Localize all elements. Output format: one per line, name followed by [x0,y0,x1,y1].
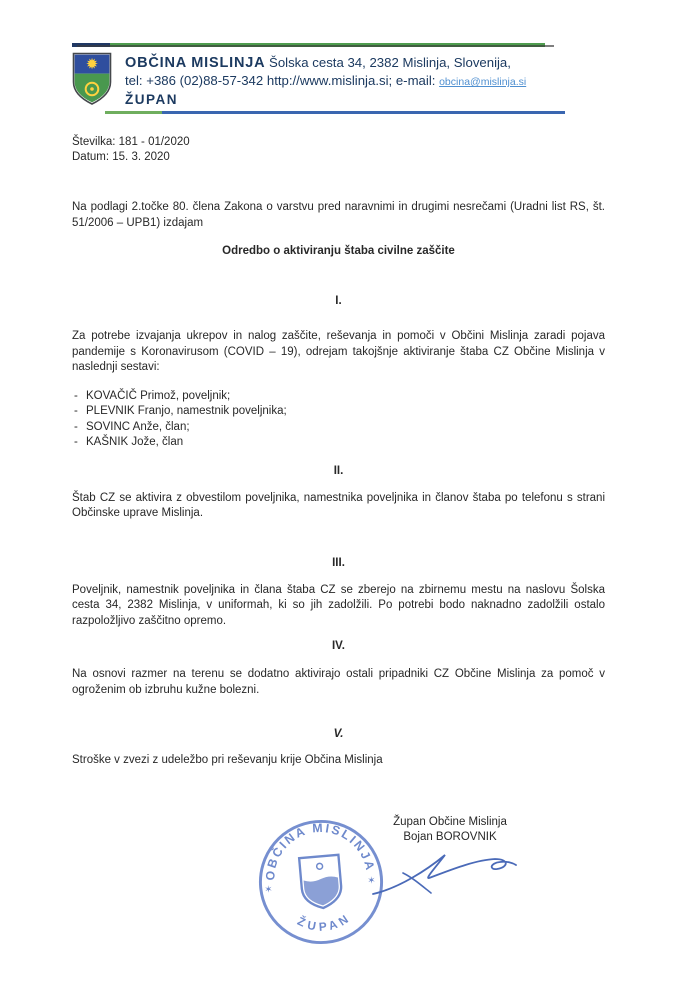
section-numeral-iv: IV. [331,640,345,652]
document-date: Datum: 15. 3. 2020 [72,151,170,163]
svg-text:ŽUPAN [294,909,355,936]
letterhead-text [125,52,526,108]
document-meta [72,135,605,165]
letterhead-line-1 [125,54,526,72]
signatory-role: Župan Občine Mislinja [393,815,507,828]
stamp-right-star-icon: ✶ [366,874,377,887]
section-numeral-iii: III. [332,556,345,569]
section-i-paragraph: Za potrebe izvajanja ukrepov in nalog zaščite, reševanja in pomoči v Občini Mislinja zaradi pojava pandemije s Koronavirusom (COVID – 19), odrejam takojšnje aktiviranje štaba CZ Občine Mislinja v naslednji sestavi: [72,330,605,373]
office-title: ŽUPAN [125,92,178,107]
legal-basis-paragraph: Na podlagi 2.točke 80. člena Zakona o varstvu pred naravnimi in drugimi nesrečami (Uradni list RS, št. 51/2006 – UPB1) izdajam [72,201,605,229]
contact-line: tel: +386 (02)88-57-342 http://www.mislinja.si; e-mail: [125,73,436,88]
document-number: Številka: 181 - 01/2020 [72,136,190,148]
stamp-left-star-icon: ✶ [263,883,274,896]
section-iv-paragraph: Na osnovi razmer na terenu se dodatno aktivirajo ostali pripadniki CZ Občine Mislinja za pomoč v ogroženim ob izbruhu kužne bolezni. [72,668,605,696]
document-title: Odredbo o aktiviranju štaba civilne zaščite [222,245,455,257]
handwritten-signature [366,846,519,901]
document-body [72,200,605,769]
signatory-block [360,815,540,906]
rule-green-segment-2 [105,111,162,114]
section-iii-paragraph: Poveljnik, namestnik poveljnika in člana štaba CZ se zberejo na zbirnemu mestu na naslovu Šolska cesta 34, 2382 Mislinja, v uniformah, ki so jih zadolžili. Po potrebi bodo naknadno zadolžili ostalo razpoložljivo zaščitno opremo. [72,583,605,627]
scanned-document-page [0,43,677,953]
signatory-name: Bojan BOROVNIK [403,830,497,843]
rule-blue-segment [162,111,565,114]
staff-list-item: - SOVINC Anže, član; [72,420,605,436]
gold-star-emblem: ✹ [85,56,99,73]
section-numeral-i: I. [335,295,342,307]
staff-list-item: - PLEVNIK Franjo, namestnik poveljnika; [72,404,605,420]
letterhead [72,43,605,114]
section-numeral-ii: II. [333,464,344,477]
section-numeral-v: V. [333,728,344,740]
stamp-bottom-text: ŽUPAN [295,909,355,934]
staff-list-item: - KOVAČIČ Primož, poveljnik; [72,389,605,405]
staff-list [72,389,605,451]
letterhead-bottom-rule [105,111,565,114]
staff-list-item: - KAŠNIK Jože, član [72,435,605,451]
email-link[interactable]: obcina@mislinja.si [439,76,527,88]
organization-address: Šolska cesta 34, 2382 Mislinja, Slovenija, [269,55,511,70]
letterhead-line-2 [125,72,526,91]
scan-artifact-line [77,45,554,47]
municipal-coat-of-arms-icon [72,52,112,106]
stamp-top-text: OBČINA MISLINJA [263,820,378,881]
signature-area [72,813,605,993]
section-ii-paragraph: Štab CZ se aktivira z obvestilom poveljnika, namestnika poveljnika in članov štaba po telefonu s strani Občinske uprave Mislinja. [72,491,605,519]
section-v-paragraph: Stroške v zvezi z udeležbo pri reševanju krije Občina Mislinja [72,754,383,766]
organization-name: OBČINA MISLINJA [125,55,266,71]
